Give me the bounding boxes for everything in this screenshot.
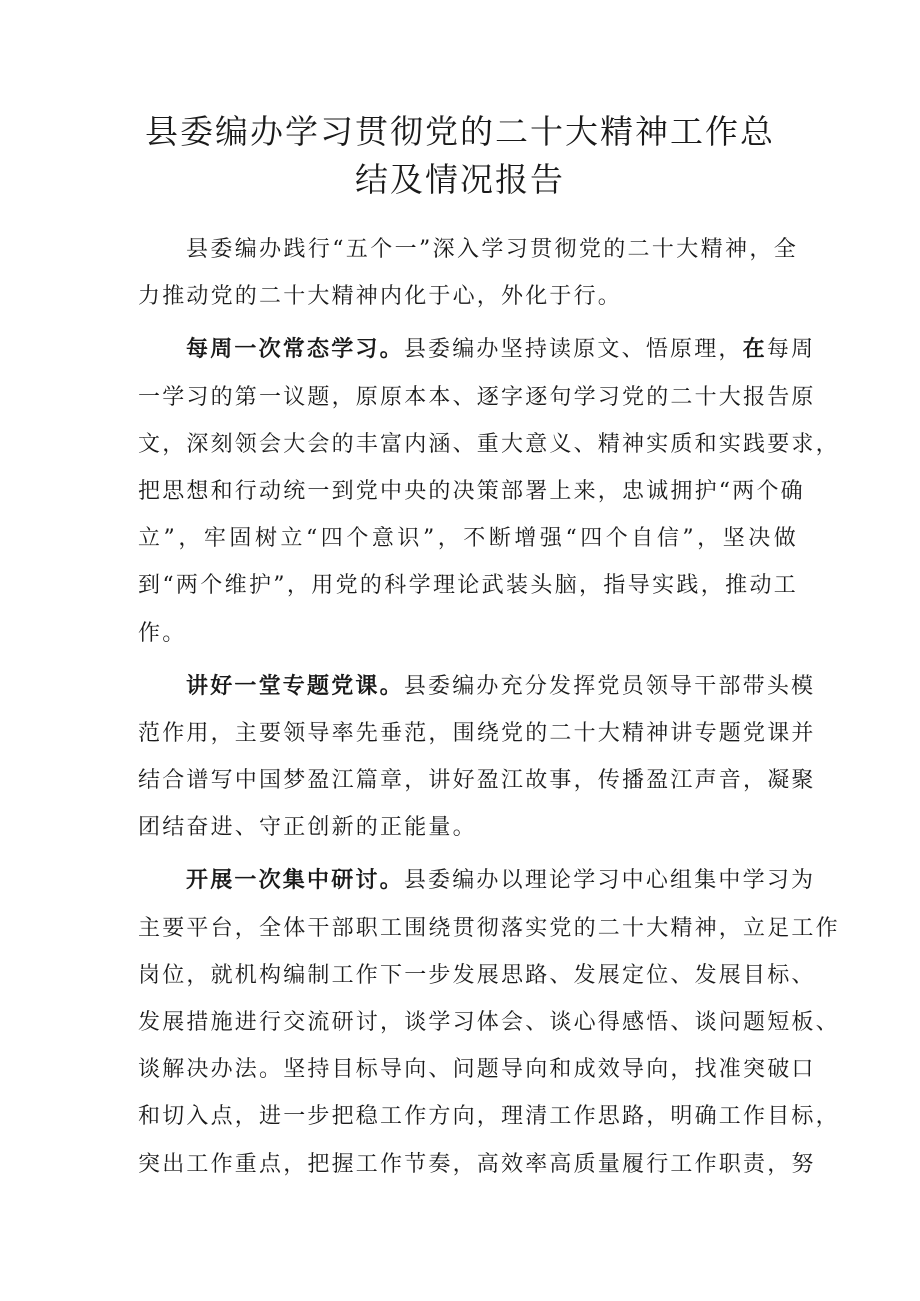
section2-line: 范作用，主要领导率先垂范，围绕党的二十大精神讲专题党课并 (138, 720, 816, 746)
section3-line-1 (138, 857, 816, 904)
section1-line: 一学习的第一议题，原原本本、逐字逐句学习党的二十大报告原 (138, 384, 816, 410)
section2-text: 县委编办充分发挥党员领导干部带头模 (403, 673, 816, 699)
section3-line: 发展措施进行交流研讨，谈学习体会、谈心得感悟、谈问题短板、 (138, 1010, 840, 1035)
intro-line-1: 县委编办践行“五个一”深入学习贯彻党的二十大精神，全 (186, 237, 798, 262)
section1-heading: 每周一次常态学习。 (186, 336, 404, 363)
section1-line: 把思想和行动统一到党中央的决策部署上来，忠诚拥护“两个确 (138, 478, 805, 504)
section3-line: 岗位，就机构编制工作下一步发展思路、发展定位、发展目标、 (138, 962, 816, 988)
section2-line-1 (138, 663, 816, 710)
section1-line: 作。 (138, 620, 187, 646)
section3-heading: 开展一次集中研讨。 (186, 867, 404, 894)
section1-line: 立”，牢固树立“四个意识”，不断增强“四个自信”，坚决做 (138, 526, 798, 552)
section2-line: 结合谱写中国梦盈江篇章，讲好盈江故事，传播盈江声音，凝聚 (138, 768, 816, 794)
section2-line: 团结奋进、守正创新的正能量。 (138, 815, 477, 841)
section3-line: 主要平台，全体干部职工围绕贯彻落实党的二十大精神，立足工作 (138, 915, 840, 941)
section1-text-b: 每周 (766, 337, 816, 363)
intro-line-2: 力推动党的二十大精神内化于心，外化于行。 (138, 284, 623, 310)
document-title-line-2: 结及情况报告 (355, 160, 565, 199)
section3-text: 县委编办以理论学习中心组集中学习为 (403, 868, 816, 894)
section1-text-a: 县委编办坚持读原文、悟原理， (403, 337, 743, 363)
section1-line-1 (138, 326, 816, 373)
section3-line: 和切入点，进一步把稳工作方向，理清工作思路，明确工作目标， (138, 1104, 840, 1130)
section2-heading: 讲好一堂专题党课。 (186, 672, 404, 699)
section1-line: 到“两个维护”，用党的科学理论武装头脑，指导实践，推动工 (138, 573, 798, 599)
document-body (138, 226, 840, 1188)
section3-line: 突出工作重点，把握工作节奏，高效率高质量履行工作职责，努 (138, 1151, 816, 1177)
section3-line: 谈解决办法。坚持目标导向、问题导向和成效导向，找准突破口 (138, 1057, 816, 1083)
section1-text-bold: 在 (742, 336, 767, 363)
document-title-line-1: 县委编办学习贯彻党的二十大精神工作总 (145, 112, 775, 151)
section1-line: 文，深刻领会大会的丰富内涵、重大意义、精神实质和实践要求， (138, 431, 840, 457)
